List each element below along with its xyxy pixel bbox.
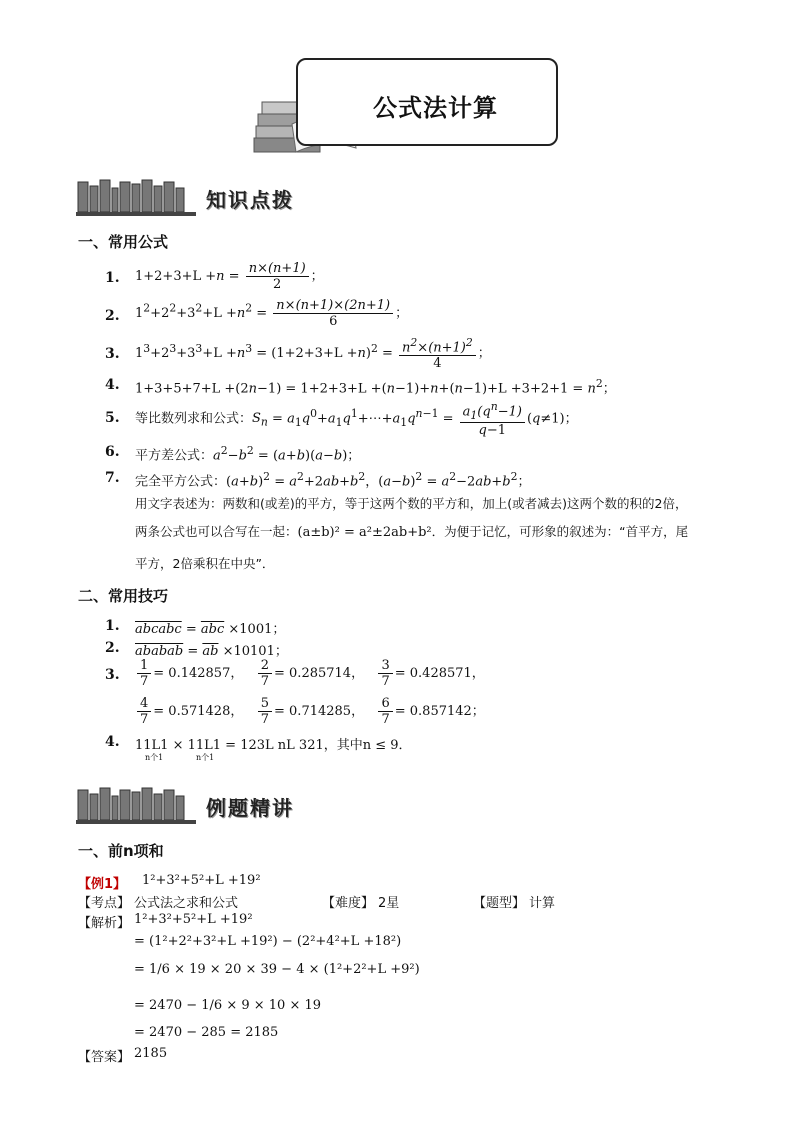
item-number: 3. — [105, 667, 120, 683]
difficulty-value: 2星 — [378, 896, 400, 911]
item7-text-line3: 两条公式也可以合写在一起：(a±b)² = a²±2ab+b²．为便于记忆，可形象的叙述为：“首平方，尾 — [135, 524, 689, 540]
answer-label: 【答案】 — [78, 1050, 131, 1065]
heading-common-techniques: 二、常用技巧 — [78, 587, 169, 605]
item-number: 5. — [105, 410, 120, 426]
formula-diff-squares: 平方差公式：$a^2-b^2 = (a+b)(a-b)$； — [135, 444, 361, 464]
solution-step: = 2470 − 1/6 × 9 × 10 × 19 — [134, 998, 322, 1013]
type-value: 计算 — [529, 896, 556, 911]
item7-text-line4: 平方，2倍乘积在中央”． — [135, 556, 275, 571]
formula-odd-sum: $1+3+5+7+L +(2n-1) = 1+2+3+L +(n-1)+n+(n-1)+L +3+2+1 = n^2$； — [135, 377, 616, 397]
example-label: 【例1】 — [78, 877, 127, 892]
heading-first-n-sum: 一、前n项和 — [78, 842, 164, 860]
solution-step: = (1²+2²+3²+L +19²) − (2²+4²+L +18²) — [134, 934, 402, 949]
technique-abcabc: abcabc = $\overline{abc} \times 1001$； — [135, 622, 286, 637]
formula-sum: 1+2+3+L +n = $\frac{n\times(n+1)}{2}$ ； — [135, 261, 324, 292]
sevenths-row2: $\frac{4}{7}$ = 0.571428， $\frac{5}{7}$ = 0.714285， $\frac{6}{7}$ = 0.857142； — [135, 696, 485, 727]
formula-sum-cubes: $1^3+2^3+3^3+L +n^3 = (1+2+3+L +n)^2$ = $\frac{n^2\times(n+1)^2}{4}$ ； — [135, 336, 491, 372]
section-banner-knowledge: 知识点拨 — [206, 188, 294, 212]
item-number: 2. — [105, 640, 120, 656]
kaodian-value: 公式法之求和公式 — [134, 896, 239, 911]
item-number: 1. — [105, 270, 120, 286]
item-number: 6. — [105, 444, 120, 460]
item-number: 4. — [105, 377, 120, 393]
answer-value: 2185 — [134, 1046, 168, 1061]
technique-repunit-square: 11L1 × 11L1 = 123L nL 321，其中n ≤ 9． — [135, 738, 412, 753]
page-title: 公式法计算 — [373, 94, 498, 122]
analysis-label: 【解析】 — [78, 916, 131, 931]
kaodian-label: 【考点】 — [78, 896, 131, 911]
technique-ababab: ababab = $\overline{ab} \times 10101$； — [135, 644, 288, 659]
bookshelf-icon — [76, 176, 196, 216]
section-banner-examples: 例题精讲 — [206, 796, 294, 820]
solution-step: = 1/6 × 19 × 20 × 39 − 4 × (1²+2²+L +9²) — [134, 962, 420, 977]
formula-geometric: 等比数列求和公式：$S_n$ = $a_1q^0+a_1q^1+\cdots+a_1q^{n-1}$ = $\frac{a_1(q^n-1)}{q-1}$ (q≠1)； — [135, 400, 578, 438]
item7-text-line2: 用文字表述为：两数和(或差)的平方，等于这两个数的平方和，加上(或者减去)这两个数的积的2倍， — [135, 496, 688, 511]
formula-perfect-square: 完全平方公式：$(a+b)^2 = a^2+2ab+b^2$，$(a-b)^2 = a^2-2ab+b^2$； — [135, 470, 531, 490]
type-label: 【题型】 — [473, 896, 526, 911]
solution-step: = 2470 − 285 = 2185 — [134, 1025, 279, 1040]
item-number: 2. — [105, 308, 120, 324]
difficulty-label: 【难度】 — [322, 896, 375, 911]
item-number: 3. — [105, 346, 120, 362]
sevenths-row1: $\frac{1}{7}$ = 0.142857， $\frac{2}{7}$ = 0.285714， $\frac{3}{7}$ = 0.428571， — [135, 658, 485, 689]
item-number: 1. — [105, 618, 120, 634]
bookshelf-icon — [76, 784, 196, 824]
underbrace-label: n个1 — [196, 753, 215, 762]
formula-sum-squares: $1^2+2^2+3^2+L +n^2$ = $\frac{n\times(n+1)\times(2n+1)}{6}$ ； — [135, 298, 409, 329]
example-expression: 1²+3²+5²+L +19² — [142, 873, 261, 888]
underbrace-label: n个1 — [145, 753, 164, 762]
item-number: 7. — [105, 470, 120, 486]
solution-step: 1²+3²+5²+L +19² — [134, 912, 253, 927]
item-number: 4. — [105, 734, 120, 750]
heading-common-formulas: 一、常用公式 — [78, 233, 169, 251]
